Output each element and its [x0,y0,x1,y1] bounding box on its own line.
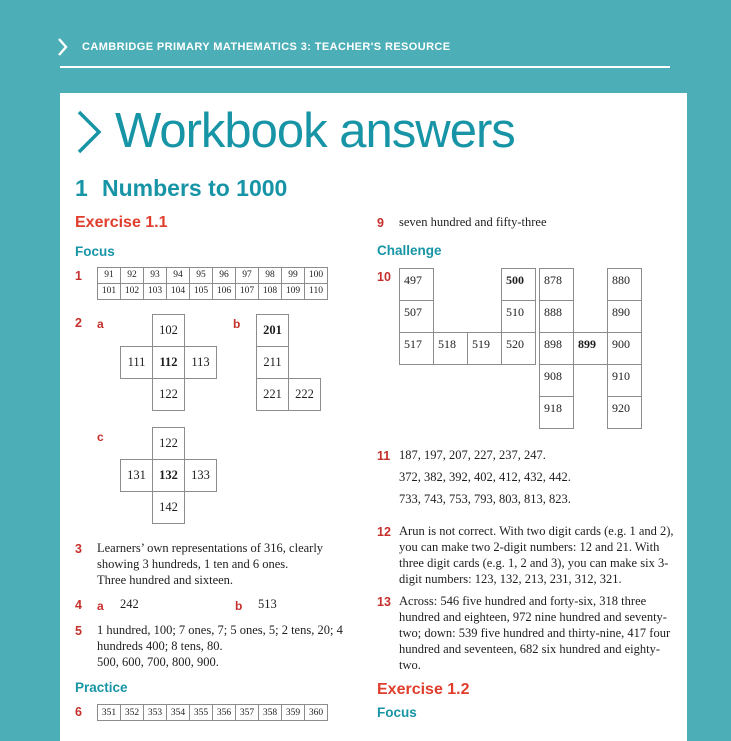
answer-text: Learners’ own representations of 316, clearly showing 3 hundreds, 1 ten and 6 ones. [97,540,324,571]
grid-cell: 106 [212,283,236,300]
grid-cell: 899 [573,332,608,365]
grid-cell: 109 [281,283,305,300]
grid-empty-cell [573,300,608,333]
grid-cell: 519 [467,332,502,365]
page-title-row [75,105,675,159]
part-c-label: c [97,429,104,444]
grid-empty-cell [120,378,153,411]
grid-empty-cell [433,268,468,301]
grid-cell: 222 [288,378,321,411]
grid-cell: 918 [539,396,574,429]
grid-cell: 888 [539,300,574,333]
grid-row [399,300,536,333]
grid-row [399,268,536,301]
grid-cell: 354 [166,704,190,721]
part-a-label: a [97,316,104,331]
grid-cell: 900 [607,332,642,365]
question-2 [75,314,363,524]
number-grid-351-360 [97,704,328,721]
question-11-body [399,447,675,513]
grid-cell: 142 [152,491,185,524]
answer-text: 500, 600, 700, 800, 900. [97,654,219,669]
number-grid-91-110 [97,267,328,300]
grid-row [256,346,321,379]
question-number: 6 [75,704,82,719]
grid-row [120,491,217,524]
challenge-heading: Challenge [377,242,442,258]
grid-row [97,704,328,721]
grid-cell: 353 [143,704,167,721]
grid-empty-cell [184,378,217,411]
grid-cell: 510 [501,300,536,333]
exercise-1-2-heading: Exercise 1.2 [377,680,470,698]
grid-cell: 96 [212,267,236,284]
question-5-body [97,622,363,670]
puzzle-grids-row [399,268,675,429]
grid-cell: 356 [212,704,236,721]
question-number: 11 [377,448,391,463]
question-number: 1 [75,268,82,283]
grid-cell: 131 [120,459,153,492]
grid-cell: 355 [189,704,213,721]
answer-text: Three hundred and sixteen. [97,572,234,587]
grid-cell: 898 [539,332,574,365]
grid-empty-cell [184,314,217,347]
header-chevron-icon [57,37,69,57]
grid-empty-cell [184,427,217,460]
question-number: 5 [75,623,82,638]
grid-row [97,267,328,284]
grid-cell: 111 [120,346,153,379]
part-b-label: b [235,598,243,613]
grid-cell: 497 [399,268,434,301]
question-number: 10 [377,269,391,284]
grid-cell: 908 [539,364,574,397]
answer-text: 1 hundred, 100; 7 ones, 7; 5 ones, 5; 2 tens, 20; 4 hundreds 400; 8 tens, 80. [97,622,343,653]
grid-cell: 359 [281,704,305,721]
grid-cell: 108 [258,283,282,300]
grid-cell: 93 [143,267,167,284]
grid-row [120,346,217,379]
grid-cell: 100 [304,267,328,284]
question-12 [377,523,675,587]
question-3 [75,540,363,588]
grid-cell: 103 [143,283,167,300]
grid-row [539,364,642,397]
grid-cell: 500 [501,268,536,301]
question-number: 3 [75,541,82,556]
grid-empty-cell [573,364,608,397]
grid-row [120,314,217,347]
answer-text: Across: 546 five hundred and forty-six, 318 three hundred and eighteen, 972 nine hundred and seventy-two; down: 539 five hundred and thirty-nine, 417 four hundred and seventeen, 682 six hundred and eighty-two. [399,593,671,672]
right-column [377,202,675,720]
focus-heading-2: Focus [377,704,417,720]
grid-empty-cell [120,314,153,347]
grid-empty-cell [433,300,468,333]
grid-row [539,332,642,365]
focus-heading: Focus [75,243,115,259]
grid-cell: 880 [607,268,642,301]
grid-cell: 520 [501,332,536,365]
question-13 [377,593,675,673]
question-10-body [399,268,675,429]
cross-grid-201 [256,314,321,411]
grid-cell: 517 [399,332,434,365]
grid-cell: 102 [152,314,185,347]
grid-row [120,378,217,411]
grid-cell: 122 [152,378,185,411]
header-divider [60,66,670,68]
answer-text: Arun is not correct. With two digit cards (e.g. 1 and 2), you can make two 2-digit numbers: 12 and 21. With three digit cards (e.g. 1, 2 and 3), you can make six 3-digit numbers: 123, 132, 213, 231, 312, 321. [399,523,674,586]
page-title: Workbook answers [115,104,515,158]
title-chevron-icon [75,108,103,156]
question-10 [377,268,675,429]
grid-cell: 107 [235,283,259,300]
grid-empty-cell [467,268,502,301]
question-1-body [97,267,363,300]
question-6 [75,703,363,722]
practice-heading: Practice [75,679,128,695]
grid-row [97,283,328,300]
grid-row [539,300,642,333]
question-11 [377,447,675,513]
grid-empty-cell [467,300,502,333]
grid-cell: 122 [152,427,185,460]
section-title: Numbers to 1000 [102,174,288,201]
question-9 [377,214,675,231]
grid-cell: 351 [97,704,121,721]
answer-value: 242 [120,596,139,611]
grid-cell: 878 [539,268,574,301]
question-1 [75,267,363,300]
content-columns [75,202,675,722]
grid-cell: 507 [399,300,434,333]
grid-cell: 94 [166,267,190,284]
question-2-row-ab [97,314,363,411]
question-6-body [97,703,363,722]
grid-cell: 99 [281,267,305,284]
grid-cell: 201 [256,314,289,347]
grid-empty-cell [573,396,608,429]
content-page [60,93,687,741]
grid-row [399,332,536,365]
grid-row [256,314,321,347]
grid-cell: 358 [258,704,282,721]
grid-cell: 352 [120,704,144,721]
left-column [75,202,363,722]
grid-row [120,427,217,460]
cross-grid-132 [120,427,217,524]
puzzle-grid-878-920 [539,268,642,429]
answer-text: 733, 743, 753, 793, 803, 813, 823. [399,491,571,506]
top-header [57,37,451,57]
answer-text: 372, 382, 392, 402, 412, 432, 442. [399,469,571,484]
question-4 [75,596,363,614]
grid-cell: 112 [152,346,185,379]
grid-cell: 910 [607,364,642,397]
header-title: CAMBRIDGE PRIMARY MATHEMATICS 3: TEACHER'S RESOURCE [82,41,451,53]
grid-cell: 92 [120,267,144,284]
grid-cell: 110 [304,283,328,300]
question-number: 9 [377,215,384,230]
question-number: 13 [377,594,391,609]
grid-cell: 360 [304,704,328,721]
grid-empty-cell [573,268,608,301]
grid-cell: 101 [97,283,121,300]
part-b-label: b [233,316,241,331]
grid-cell: 920 [607,396,642,429]
grid-cell: 97 [235,267,259,284]
section-number: 1 [75,174,88,201]
answer-text: 187, 197, 207, 227, 237, 247. [399,447,546,462]
question-2-body [97,314,363,524]
question-number: 4 [75,597,82,612]
grid-row [120,459,217,492]
grid-cell: 95 [189,267,213,284]
grid-row [256,378,321,411]
grid-cell: 102 [120,283,144,300]
cross-grid-112 [120,314,217,411]
grid-cell: 211 [256,346,289,379]
answer-value: 513 [258,596,277,611]
grid-row [539,396,642,429]
grid-cell: 113 [184,346,217,379]
grid-empty-cell [120,427,153,460]
section-heading [75,175,675,202]
grid-cell: 104 [166,283,190,300]
question-3-body [97,540,363,588]
question-5 [75,622,363,670]
grid-cell: 132 [152,459,185,492]
question-4-body [97,596,363,614]
grid-cell: 105 [189,283,213,300]
grid-cell: 518 [433,332,468,365]
grid-cell: 221 [256,378,289,411]
grid-cell: 133 [184,459,217,492]
exercise-1-1-heading: Exercise 1.1 [75,213,168,231]
grid-cell: 91 [97,267,121,284]
grid-empty-cell [120,491,153,524]
question-2-row-c [97,427,363,524]
grid-row [539,268,642,301]
puzzle-grid-497-520 [399,268,536,365]
answer-text: seven hundred and fifty-three [399,214,547,229]
question-number: 2 [75,315,82,330]
question-number: 12 [377,524,391,539]
grid-cell: 357 [235,704,259,721]
grid-cell: 98 [258,267,282,284]
part-a-label: a [97,598,104,613]
grid-empty-cell [184,491,217,524]
grid-cell: 890 [607,300,642,333]
